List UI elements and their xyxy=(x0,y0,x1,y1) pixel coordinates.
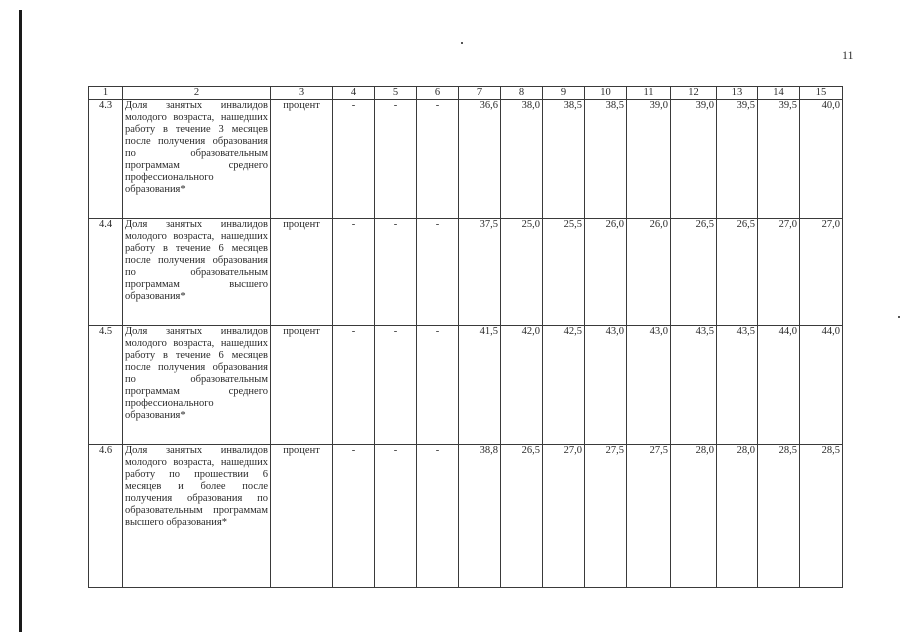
indicator-description: Доля занятых инвалидов молодого возраста, нашедших работу в течение 6 месяцев после получения образования по образовательным программам среднего профессионального образования* xyxy=(123,326,271,445)
table-row xyxy=(89,100,843,219)
value-cell: - xyxy=(333,100,375,219)
indicator-description: Доля занятых инвалидов молодого возраста, нашедших работу по прошествии 6 месяцев и более после получения образования по образовательным программам высшего образования* xyxy=(123,445,271,588)
unit-cell: процент xyxy=(271,100,333,219)
value-cell: 25,0 xyxy=(501,219,543,326)
row-number: 4.4 xyxy=(89,219,123,326)
column-header: 5 xyxy=(375,87,417,100)
value-cell: 26,5 xyxy=(717,219,758,326)
value-cell: 43,5 xyxy=(671,326,717,445)
value-cell: 26,0 xyxy=(627,219,671,326)
value-cell: 40,0 xyxy=(800,100,843,219)
value-cell: 38,5 xyxy=(543,100,585,219)
row-number: 4.5 xyxy=(89,326,123,445)
value-cell: 43,0 xyxy=(627,326,671,445)
value-cell: - xyxy=(375,445,417,588)
indicator-description: Доля занятых инвалидов молодого возраста, нашедших работу в течение 3 месяцев после получения образования по образовательным программам среднего профессионального образования* xyxy=(123,100,271,219)
value-cell: 28,0 xyxy=(717,445,758,588)
value-cell: - xyxy=(417,100,459,219)
row-number: 4.3 xyxy=(89,100,123,219)
page-number: 11 xyxy=(842,48,854,62)
table-row xyxy=(89,219,843,326)
value-cell: 38,5 xyxy=(585,100,627,219)
column-header: 10 xyxy=(585,87,627,100)
column-header: 2 xyxy=(123,87,271,100)
table-header-row xyxy=(89,87,843,100)
column-header: 14 xyxy=(758,87,800,100)
value-cell: - xyxy=(417,445,459,588)
value-cell: 28,5 xyxy=(758,445,800,588)
scan-speck xyxy=(461,42,463,44)
value-cell: 42,0 xyxy=(501,326,543,445)
column-header: 4 xyxy=(333,87,375,100)
value-cell: 39,0 xyxy=(627,100,671,219)
table-row xyxy=(89,445,843,588)
column-header: 12 xyxy=(671,87,717,100)
column-header: 15 xyxy=(800,87,843,100)
value-cell: 27,0 xyxy=(800,219,843,326)
value-cell: - xyxy=(333,445,375,588)
column-header: 9 xyxy=(543,87,585,100)
value-cell: - xyxy=(417,219,459,326)
value-cell: 42,5 xyxy=(543,326,585,445)
unit-cell: процент xyxy=(271,219,333,326)
value-cell: - xyxy=(375,326,417,445)
scan-speck xyxy=(898,316,900,318)
value-cell: - xyxy=(375,100,417,219)
value-cell: 41,5 xyxy=(459,326,501,445)
value-cell: - xyxy=(417,326,459,445)
value-cell: 39,5 xyxy=(717,100,758,219)
column-header: 8 xyxy=(501,87,543,100)
value-cell: 26,5 xyxy=(671,219,717,326)
value-cell: 44,0 xyxy=(800,326,843,445)
scan-margin-line xyxy=(19,10,22,632)
value-cell: 37,5 xyxy=(459,219,501,326)
column-header: 7 xyxy=(459,87,501,100)
value-cell: 28,5 xyxy=(800,445,843,588)
value-cell: 28,0 xyxy=(671,445,717,588)
value-cell: 38,0 xyxy=(501,100,543,219)
value-cell: - xyxy=(333,219,375,326)
value-cell: - xyxy=(333,326,375,445)
value-cell: 39,5 xyxy=(758,100,800,219)
indicators-table xyxy=(88,86,843,588)
value-cell: 26,0 xyxy=(585,219,627,326)
value-cell: 43,5 xyxy=(717,326,758,445)
value-cell: 27,5 xyxy=(627,445,671,588)
value-cell: 39,0 xyxy=(671,100,717,219)
value-cell: 25,5 xyxy=(543,219,585,326)
indicator-description: Доля занятых инвалидов молодого возраста, нашедших работу в течение 6 месяцев после получения образования по образовательным программам высшего образования* xyxy=(123,219,271,326)
value-cell: 27,5 xyxy=(585,445,627,588)
value-cell: 43,0 xyxy=(585,326,627,445)
value-cell: 44,0 xyxy=(758,326,800,445)
unit-cell: процент xyxy=(271,326,333,445)
value-cell: 27,0 xyxy=(758,219,800,326)
row-number: 4.6 xyxy=(89,445,123,588)
table-row xyxy=(89,326,843,445)
unit-cell: процент xyxy=(271,445,333,588)
value-cell: 38,8 xyxy=(459,445,501,588)
column-header: 11 xyxy=(627,87,671,100)
column-header: 1 xyxy=(89,87,123,100)
value-cell: 36,6 xyxy=(459,100,501,219)
column-header: 6 xyxy=(417,87,459,100)
value-cell: - xyxy=(375,219,417,326)
column-header: 13 xyxy=(717,87,758,100)
value-cell: 26,5 xyxy=(501,445,543,588)
value-cell: 27,0 xyxy=(543,445,585,588)
column-header: 3 xyxy=(271,87,333,100)
